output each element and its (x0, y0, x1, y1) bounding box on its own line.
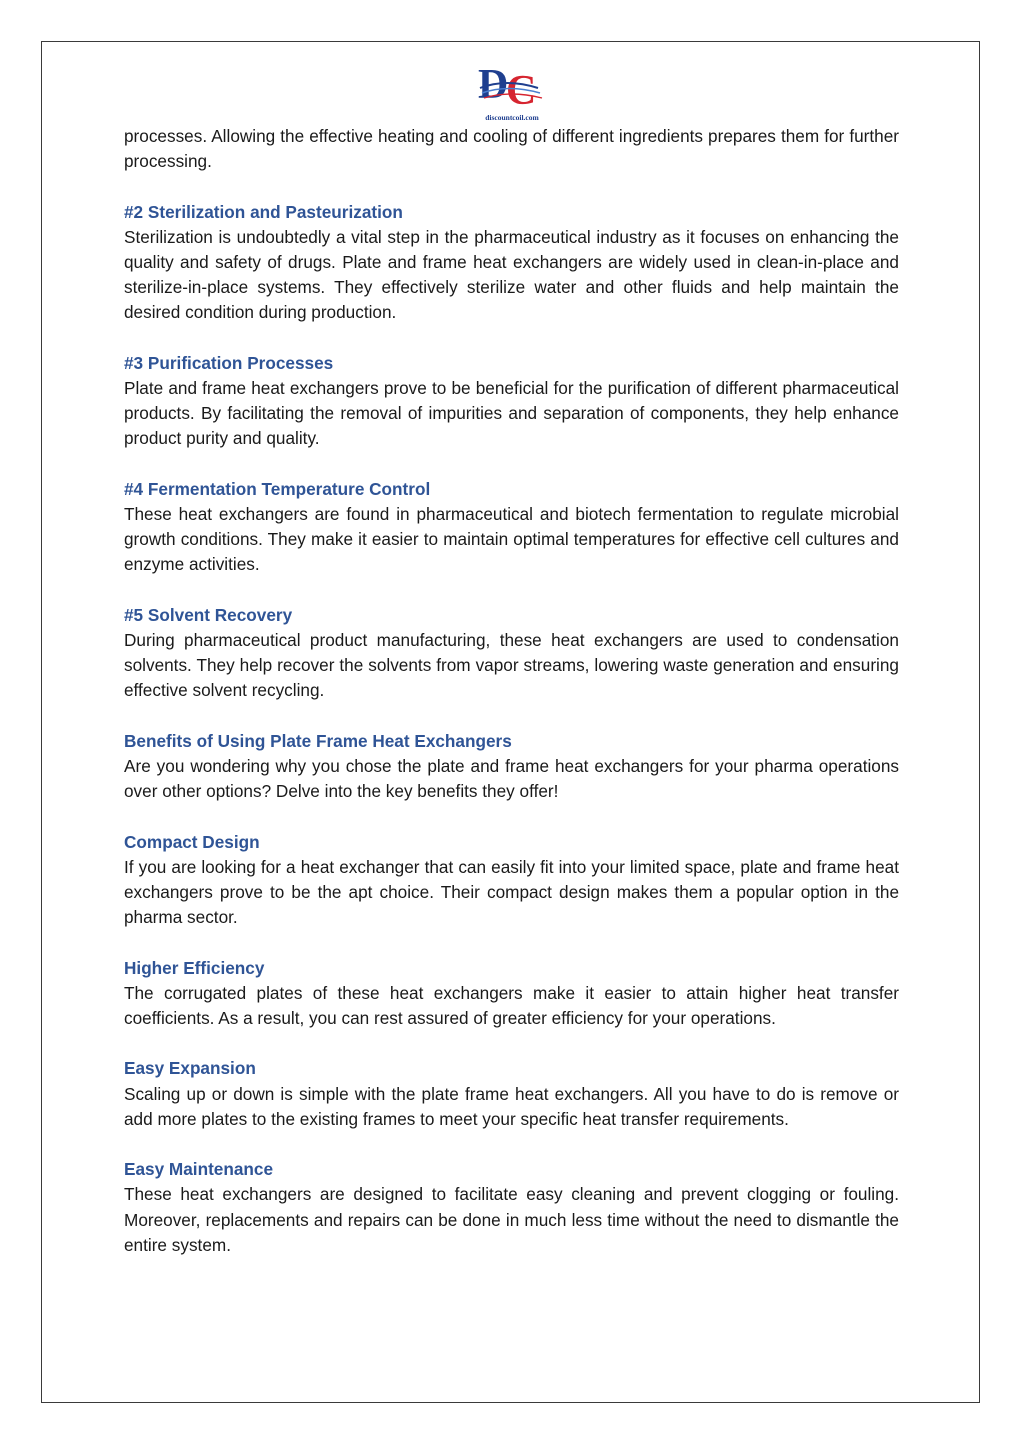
section-heading: Easy Expansion (124, 1058, 256, 1079)
section-heading: #4 Fermentation Temperature Control (124, 478, 431, 499)
intro-paragraph: processes. Allowing the effective heating and cooling of different ingredients prepares them for further processing. (124, 126, 899, 172)
section-heading: #5 Solvent Recovery (124, 604, 293, 625)
section-heading: Compact Design (124, 831, 260, 852)
section (124, 200, 899, 326)
section (124, 1056, 899, 1132)
section-body: If you are looking for a heat exchanger that can easily fit into your limited space, plate and frame heat exchangers prove to be the apt choice. Their compact design makes them a popular option in the pharma sector. (124, 856, 899, 928)
logo-caption: discountcoil.com (485, 113, 539, 122)
section (124, 477, 899, 578)
logo-letter-d: D (478, 62, 509, 108)
section (124, 956, 899, 1032)
discountcoil-logo (476, 58, 548, 124)
section (124, 603, 899, 704)
sections-container (124, 200, 899, 1258)
logo-letter-c: C (506, 68, 537, 114)
document-body (124, 124, 899, 1258)
section-body: The corrugated plates of these heat exchangers make it easier to attain higher heat transfer coefficients. As a result, you can rest assured of greater efficiency for your operations. (124, 982, 899, 1028)
section-body: Plate and frame heat exchangers prove to be beneficial for the purification of different pharmaceutical products. By facilitating the removal of impurities and separation of components, they help enhance product purity and quality. (124, 378, 899, 449)
section-heading: Higher Efficiency (124, 957, 265, 978)
section (124, 1157, 899, 1258)
section-heading: Benefits of Using Plate Frame Heat Exchangers (124, 730, 512, 751)
section-body: Are you wondering why you chose the plate and frame heat exchangers for your pharma operations over other options? Delve into the key benefits they offer! (124, 756, 899, 802)
section (124, 351, 899, 452)
section-body: These heat exchangers are designed to facilitate easy cleaning and prevent clogging or fouling. Moreover, replacements and repairs can be done in much less time without the need to dismantle the entire system. (124, 1184, 899, 1255)
section (124, 830, 899, 931)
section-body: During pharmaceutical product manufacturing, these heat exchangers are used to condensation solvents. They help recover the solvents from vapor streams, lowering waste generation and ensuring effective solvent recycling. (124, 630, 899, 701)
section-body: Sterilization is undoubtedly a vital step in the pharmaceutical industry as it focuses on enhancing the quality and safety of drugs. Plate and frame heat exchangers are widely used in clean-in-place and sterilize-in-place systems. They effectively sterilize water and other fluids and help maintain the desired condition during production. (124, 226, 899, 323)
section-heading: #3 Purification Processes (124, 352, 334, 373)
section-body: These heat exchangers are found in pharmaceutical and biotech fermentation to regulate microbial growth conditions. They make it easier to maintain optimal temperatures for effective cell cultures and enzyme activities. (124, 504, 899, 575)
section-body: Scaling up or down is simple with the plate frame heat exchangers. All you have to do is remove or add more plates to the existing frames to meet your specific heat transfer requirements. (124, 1083, 899, 1129)
section (124, 729, 899, 805)
section-heading: #2 Sterilization and Pasteurization (124, 201, 403, 222)
section-heading: Easy Maintenance (124, 1159, 274, 1180)
